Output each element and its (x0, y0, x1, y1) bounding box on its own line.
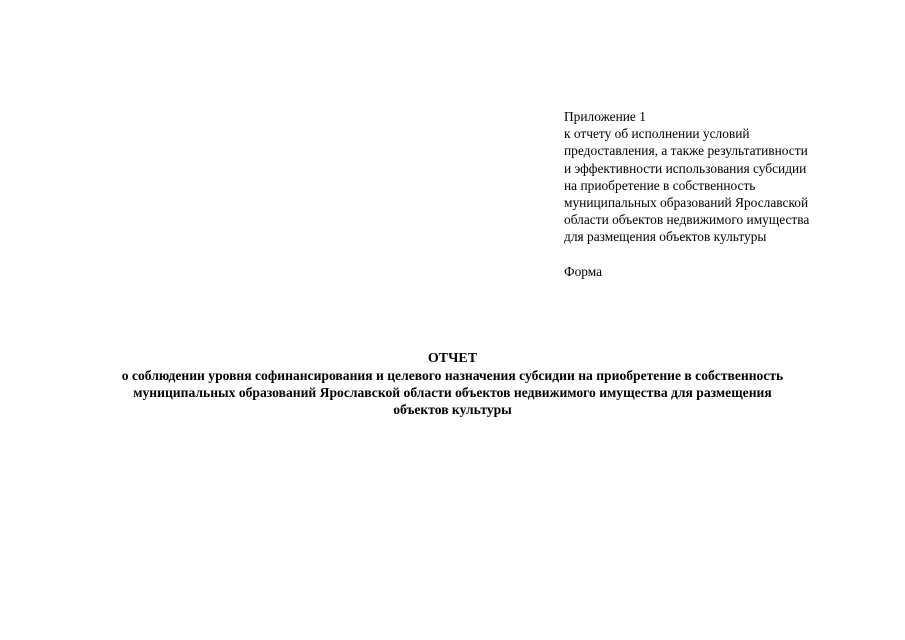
appendix-line: Приложение 1 (564, 109, 646, 124)
form-label: Форма (564, 263, 603, 279)
report-heading: ОТЧЕТ (427, 351, 478, 366)
report-subtitle-line: о соблюдении уровня софинансирования и целевого назначения субсидии на приобретение в собственность (121, 368, 784, 383)
appendix-line: области объектов недвижимого имущества (564, 212, 810, 228)
appendix-line: и эффективности использования субсидии (564, 160, 807, 176)
appendix-line: предоставления, а также результативности (564, 143, 808, 159)
appendix-line: для размещения объектов культуры (564, 229, 767, 245)
report-title-block (0, 350, 905, 418)
appendix-line: к отчету об исполнении условий (564, 126, 750, 142)
appendix-note (564, 108, 884, 280)
report-subtitle-line: объектов культуры (393, 402, 512, 417)
appendix-line: на приобретение в собственность (564, 177, 756, 193)
appendix-line: муниципальных образований Ярославской (564, 195, 809, 211)
report-subtitle-line: муниципальных образований Ярославской области объектов недвижимого имущества для размещения (133, 385, 772, 400)
